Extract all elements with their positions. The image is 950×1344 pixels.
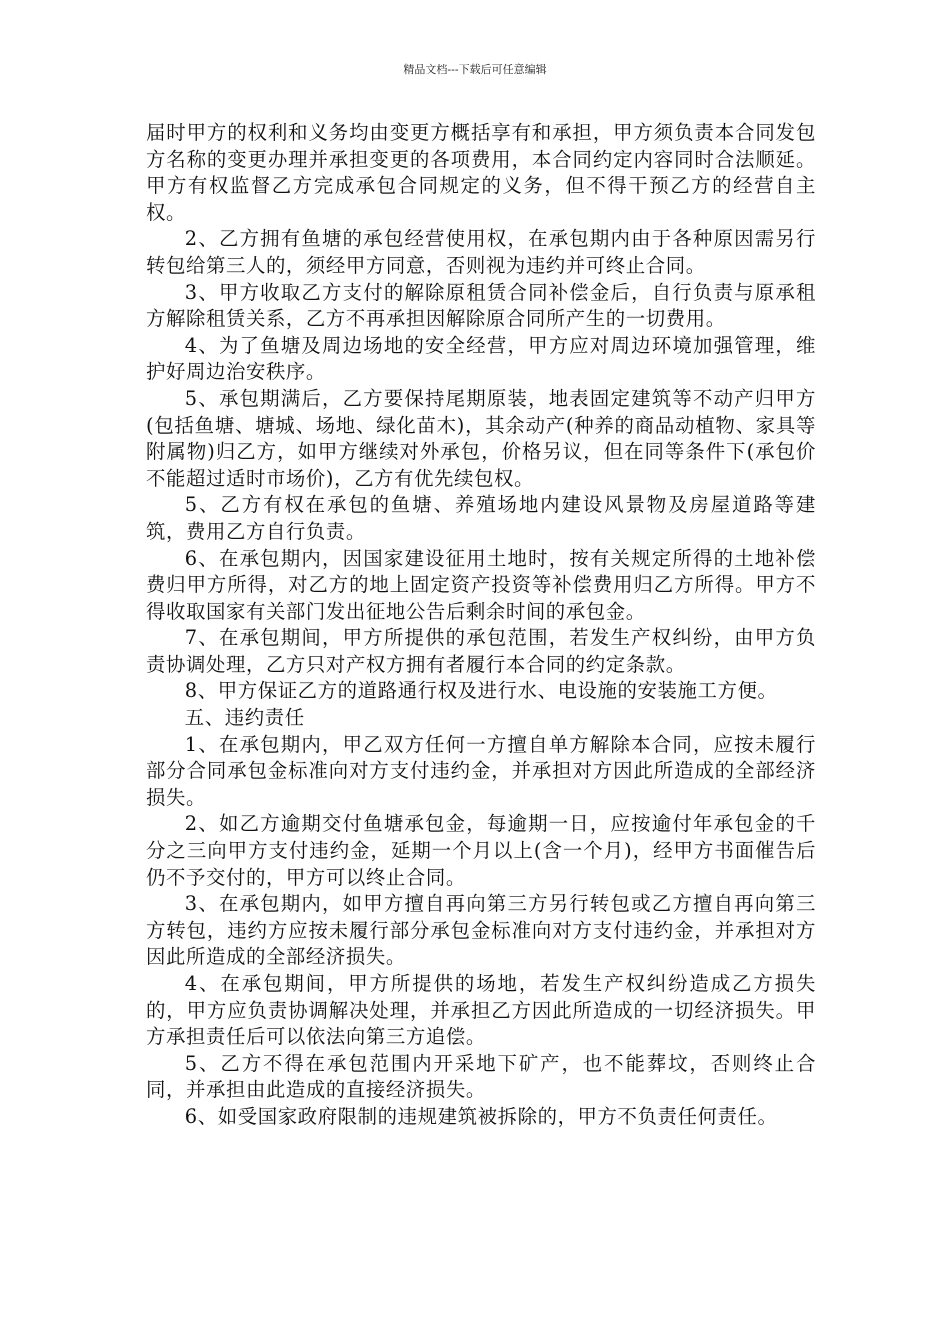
section-heading-breach: 五、违约责任 bbox=[184, 706, 305, 730]
paragraph-clause-4: 4、为了鱼塘及周边场地的安全经营，甲方应对周边环境加强管理，维护好周边治安秩序。 bbox=[146, 333, 816, 384]
paragraph-clause-8: 8、甲方保证乙方的道路通行权及进行水、电设施的安装施工方便。 bbox=[184, 679, 778, 703]
paragraph-continued: 届时甲方的权利和义务均由变更方概括享有和承担，甲方须负责本合同发包方名称的变更办理并承担变更的各项费用，本合同约定内容同时合法顺延。甲方有权监督乙方完成承包合同规定的义务，但不得干预乙方的经营自主权。 bbox=[146, 121, 816, 224]
page-header: 精品文档---下载后可任意编辑 bbox=[403, 63, 547, 76]
paragraph-clause-6: 6、在承包期内，因国家建设征用土地时，按有关规定所得的土地补偿费归甲方所得，对乙方的地上固定资产投资等补偿费用归乙方所得。甲方不得收取国家有关部门发出征地公告后剩余时间的承包金。 bbox=[146, 546, 816, 623]
document-body bbox=[146, 120, 816, 1131]
paragraph-clause-2: 2、乙方拥有鱼塘的承包经营使用权，在承包期内由于各种原因需另行转包给第三人的，须经甲方同意，否则视为违约并可终止合同。 bbox=[146, 227, 816, 277]
paragraph-breach-2: 2、如乙方逾期交付鱼塘承包金，每逾期一日，应按逾付年承包金的千分之三向甲方支付违约金，延期一个月以上(含一个月)，经甲方书面催告后仍不予交付的，甲方可以终止合同。 bbox=[146, 812, 816, 889]
paragraph-clause-7: 7、在承包期间，甲方所提供的承包范围，若发生产权纠纷，由甲方负责协调处理，乙方只对产权方拥有者履行本合同的约定条款。 bbox=[146, 626, 816, 676]
paragraph-breach-1: 1、在承包期内，甲乙双方任何一方擅自单方解除本合同，应按未履行部分合同承包金标准向对方支付违约金，并承担对方因此所造成的全部经济损失。 bbox=[146, 732, 816, 809]
paragraph-breach-5: 5、乙方不得在承包范围内开采地下矿产，也不能葬坟，否则终止合同，并承担由此造成的直接经济损失。 bbox=[146, 1051, 816, 1102]
paragraph-breach-3: 3、在承包期内，如甲方擅自再向第三方另行转包或乙方擅自再向第三方转包，违约方应按未履行部分承包金标准向对方支付违约金，并承担对方因此所造成的全部经济损失。 bbox=[146, 892, 816, 969]
paragraph-breach-4: 4、在承包期间，甲方所提供的场地，若发生产权纠纷造成乙方损失的，甲方应负责协调解决处理，并承担乙方因此所造成的一切经济损失。甲方承担责任后可以依法向第三方追偿。 bbox=[146, 972, 816, 1049]
paragraph-clause-3: 3、甲方收取乙方支付的解除原租赁合同补偿金后，自行负责与原承租方解除租赁关系，乙方不再承担因解除原合同所产生的一切费用。 bbox=[146, 280, 816, 331]
paragraph-clause-5: 5、承包期满后，乙方要保持尾期原装，地表固定建筑等不动产归甲方(包括鱼塘、塘城、场地、绿化苗木)，其余动产(种养的商品动植物、家具等附属物)归乙方，如甲方继续对外承包，价格另议，但在同等条件下(承包价不能超过适时市场价)，乙方有优先续包权。 bbox=[146, 386, 816, 490]
paragraph-breach-6: 6、如受国家政府限制的违规建筑被拆除的，甲方不负责任何责任。 bbox=[184, 1104, 778, 1128]
paragraph-clause-5b: 5、乙方有权在承包的鱼塘、养殖场地内建设风景物及房屋道路等建筑，费用乙方自行负责。 bbox=[146, 493, 816, 543]
